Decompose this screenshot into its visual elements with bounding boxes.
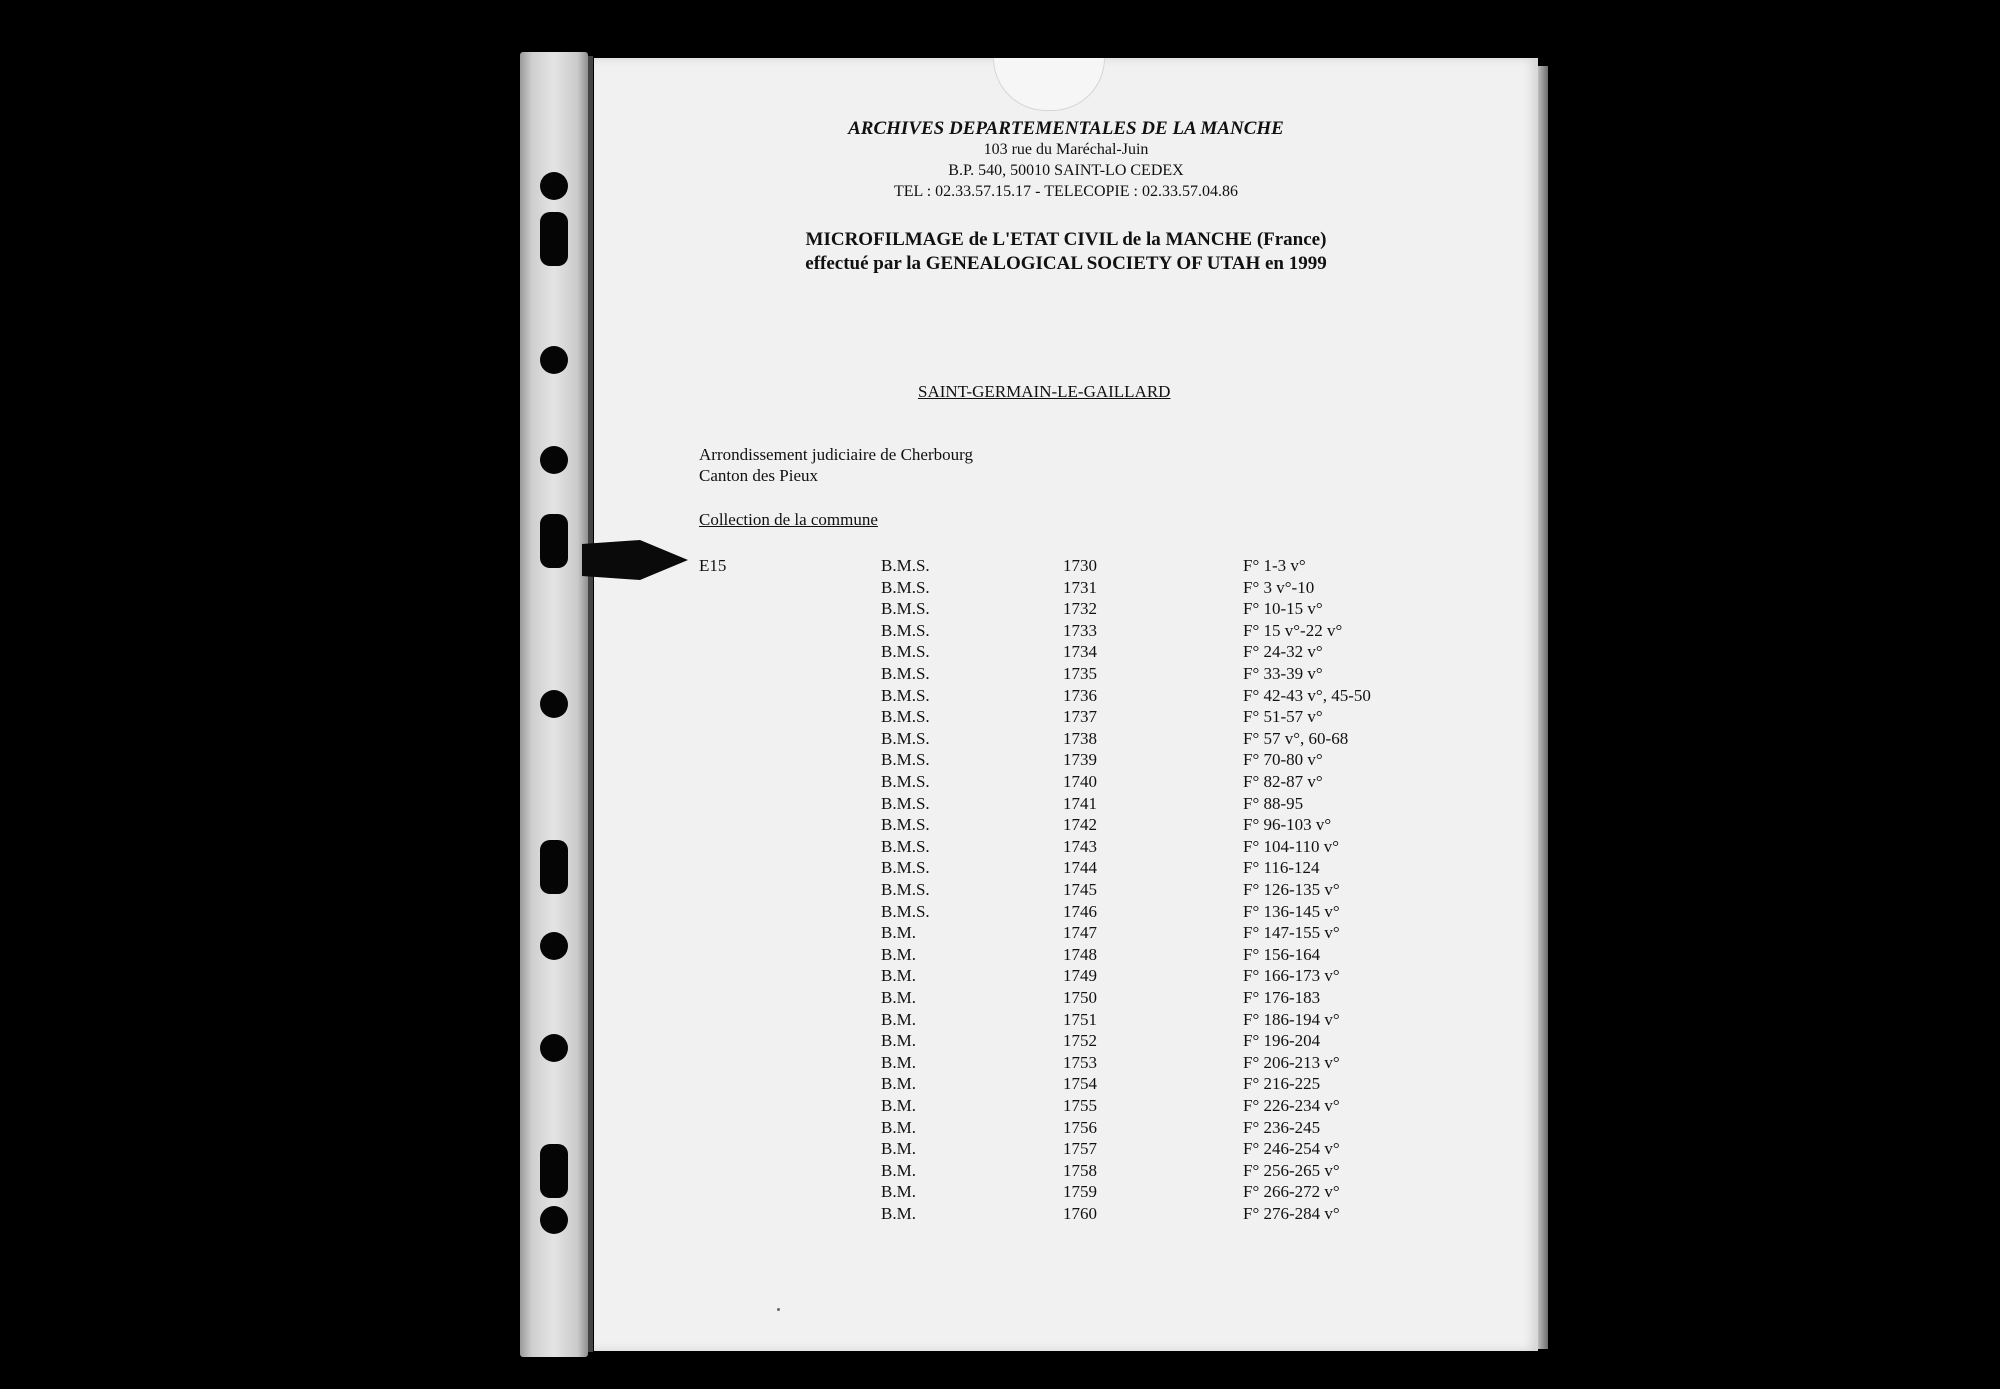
record-folio: F° 116-124 <box>1243 858 1320 878</box>
record-year: 1749 <box>1063 966 1097 986</box>
record-folio: F° 246-254 v° <box>1243 1139 1340 1159</box>
record-type: B.M. <box>881 923 916 943</box>
record-type: B.M.S. <box>881 772 930 791</box>
table-row <box>0 902 2000 924</box>
record-type: B.M. <box>881 1031 916 1051</box>
record-type: B.M. <box>881 1139 916 1159</box>
record-folio: F° 147-155 v° <box>1243 923 1340 943</box>
record-folio: F° 33-39 v° <box>1243 664 1323 683</box>
record-folio: F° 3 v°-10 <box>1243 577 1315 597</box>
table-row <box>0 837 2000 859</box>
record-folio: F° 276-284 v° <box>1243 1204 1340 1223</box>
record-year: 1751 <box>1063 1009 1097 1029</box>
record-type: B.M.S. <box>881 685 930 705</box>
record-type: B.M. <box>881 966 916 986</box>
record-year: 1743 <box>1063 836 1097 856</box>
table-row <box>0 729 2000 751</box>
record-type: B.M.S. <box>881 642 930 662</box>
punch-hole <box>540 446 568 474</box>
record-type: B.M. <box>881 988 916 1007</box>
record-year: 1756 <box>1063 1117 1097 1137</box>
institution-title: ARCHIVES DEPARTEMENTALES DE LA MANCHE <box>848 118 1284 139</box>
record-type: B.M.S. <box>881 577 930 597</box>
table-row <box>0 1053 2000 1075</box>
record-type: B.M. <box>881 944 916 964</box>
record-folio: F° 196-204 <box>1243 1031 1321 1051</box>
record-folio: F° 256-265 v° <box>1243 1160 1340 1180</box>
record-type: B.M. <box>881 1096 916 1115</box>
record-folio: F° 15 v°-22 v° <box>1243 620 1343 640</box>
record-folio: F° 126-135 v° <box>1243 880 1340 899</box>
canton-line: Canton des Pieux <box>699 466 818 485</box>
record-year: 1750 <box>1063 988 1097 1007</box>
record-folio: F° 226-234 v° <box>1243 1096 1340 1115</box>
record-folio: F° 96-103 v° <box>1243 815 1332 835</box>
record-folio: F° 216-225 <box>1243 1074 1321 1094</box>
record-type: B.M.S. <box>881 793 930 813</box>
record-type: B.M.S. <box>881 836 930 856</box>
table-row <box>0 988 2000 1010</box>
record-year: 1740 <box>1063 772 1097 791</box>
table-row <box>0 1031 2000 1053</box>
record-folio: F° 266-272 v° <box>1243 1182 1340 1202</box>
record-folio: F° 186-194 v° <box>1243 1009 1340 1029</box>
record-type: B.M. <box>881 1009 916 1029</box>
record-year: 1754 <box>1063 1074 1097 1094</box>
table-row <box>0 1139 2000 1161</box>
record-type: B.M.S. <box>881 599 930 619</box>
table-row <box>0 1204 2000 1226</box>
record-folio: F° 88-95 <box>1243 793 1304 813</box>
record-year: 1744 <box>1063 858 1097 878</box>
table-row <box>0 621 2000 643</box>
microfilm-title-line-2: effectué par la GENEALOGICAL SOCIETY OF UTAH en 1999 <box>805 253 1327 274</box>
table-row <box>0 815 2000 837</box>
record-folio: F° 166-173 v° <box>1243 966 1340 986</box>
record-type: B.M. <box>881 1052 916 1072</box>
table-row <box>0 923 2000 945</box>
table-row <box>0 1118 2000 1140</box>
record-year: 1755 <box>1063 1096 1097 1115</box>
record-type: B.M. <box>881 1117 916 1137</box>
record-folio: F° 1-3 v° <box>1243 556 1306 575</box>
record-type: B.M.S. <box>881 815 930 835</box>
record-year: 1760 <box>1063 1204 1097 1223</box>
address-line-2: B.P. 540, 50010 SAINT-LO CEDEX <box>948 162 1184 179</box>
record-type: B.M.S. <box>881 858 930 878</box>
record-year: 1741 <box>1063 793 1097 813</box>
table-row <box>0 1161 2000 1183</box>
table-row <box>0 750 2000 772</box>
microfilm-title-line-1: MICROFILMAGE de L'ETAT CIVIL de la MANCHE (France) <box>805 229 1327 250</box>
table-row <box>0 707 2000 729</box>
record-code: E15 <box>699 556 727 575</box>
speck <box>777 1308 780 1311</box>
table-row <box>0 1074 2000 1096</box>
collection-label: Collection de la commune <box>699 510 878 529</box>
record-type: B.M. <box>881 1204 916 1223</box>
record-folio: F° 156-164 <box>1243 944 1321 964</box>
table-row <box>0 1010 2000 1032</box>
table-row <box>0 794 2000 816</box>
table-row <box>0 966 2000 988</box>
table-row <box>0 772 2000 794</box>
punch-hole <box>540 212 568 266</box>
record-year: 1736 <box>1063 685 1097 705</box>
record-type: B.M. <box>881 1182 916 1202</box>
record-folio: F° 51-57 v° <box>1243 707 1323 727</box>
record-year: 1758 <box>1063 1160 1097 1180</box>
record-year: 1731 <box>1063 577 1097 597</box>
record-folio: F° 42-43 v°, 45-50 <box>1243 685 1371 705</box>
record-type: B.M.S. <box>881 880 930 899</box>
record-year: 1745 <box>1063 880 1097 899</box>
table-row <box>0 1096 2000 1118</box>
address-line-1: 103 rue du Maréchal-Juin <box>983 141 1149 158</box>
record-type: B.M.S. <box>881 750 930 770</box>
record-year: 1737 <box>1063 707 1097 727</box>
record-year: 1747 <box>1063 923 1097 943</box>
commune-name: SAINT-GERMAIN-LE-GAILLARD <box>918 382 1171 401</box>
record-type: B.M.S. <box>881 620 930 640</box>
table-row <box>0 945 2000 967</box>
arrondissement-line: Arrondissement judiciaire de Cherbourg <box>699 445 973 464</box>
record-folio: F° 10-15 v° <box>1243 599 1323 619</box>
record-type: B.M. <box>881 1074 916 1094</box>
record-folio: F° 176-183 <box>1243 988 1321 1007</box>
record-year: 1752 <box>1063 1031 1097 1051</box>
record-type: B.M.S. <box>881 556 930 575</box>
table-row <box>0 664 2000 686</box>
record-year: 1757 <box>1063 1139 1097 1159</box>
record-type: B.M.S. <box>881 707 930 727</box>
record-year: 1738 <box>1063 728 1097 748</box>
record-folio: F° 206-213 v° <box>1243 1052 1340 1072</box>
punch-hole <box>540 172 568 200</box>
record-type: B.M.S. <box>881 901 930 921</box>
record-folio: F° 136-145 v° <box>1243 901 1340 921</box>
record-year: 1735 <box>1063 664 1097 683</box>
record-year: 1734 <box>1063 642 1097 662</box>
record-folio: F° 236-245 <box>1243 1117 1321 1137</box>
record-year: 1759 <box>1063 1182 1097 1202</box>
record-folio: F° 70-80 v° <box>1243 750 1323 770</box>
table-row <box>0 858 2000 880</box>
table-row <box>0 556 2000 578</box>
record-folio: F° 104-110 v° <box>1243 836 1340 856</box>
record-folio: F° 24-32 v° <box>1243 642 1323 662</box>
record-folio: F° 57 v°, 60-68 <box>1243 728 1349 748</box>
table-row <box>0 642 2000 664</box>
table-row <box>0 578 2000 600</box>
record-year: 1746 <box>1063 901 1097 921</box>
punch-hole <box>540 346 568 374</box>
table-row <box>0 1182 2000 1204</box>
record-type: B.M.S. <box>881 728 930 748</box>
record-year: 1748 <box>1063 944 1097 964</box>
table-row <box>0 599 2000 621</box>
record-year: 1733 <box>1063 620 1097 640</box>
record-year: 1730 <box>1063 556 1097 575</box>
record-type: B.M.S. <box>881 664 930 683</box>
table-row <box>0 686 2000 708</box>
phone-line: TEL : 02.33.57.15.17 - TELECOPIE : 02.33.57.04.86 <box>894 183 1238 200</box>
record-folio: F° 82-87 v° <box>1243 772 1323 791</box>
record-year: 1742 <box>1063 815 1097 835</box>
record-year: 1739 <box>1063 750 1097 770</box>
record-year: 1753 <box>1063 1052 1097 1072</box>
record-year: 1732 <box>1063 599 1097 619</box>
table-row <box>0 880 2000 902</box>
record-type: B.M. <box>881 1160 916 1180</box>
